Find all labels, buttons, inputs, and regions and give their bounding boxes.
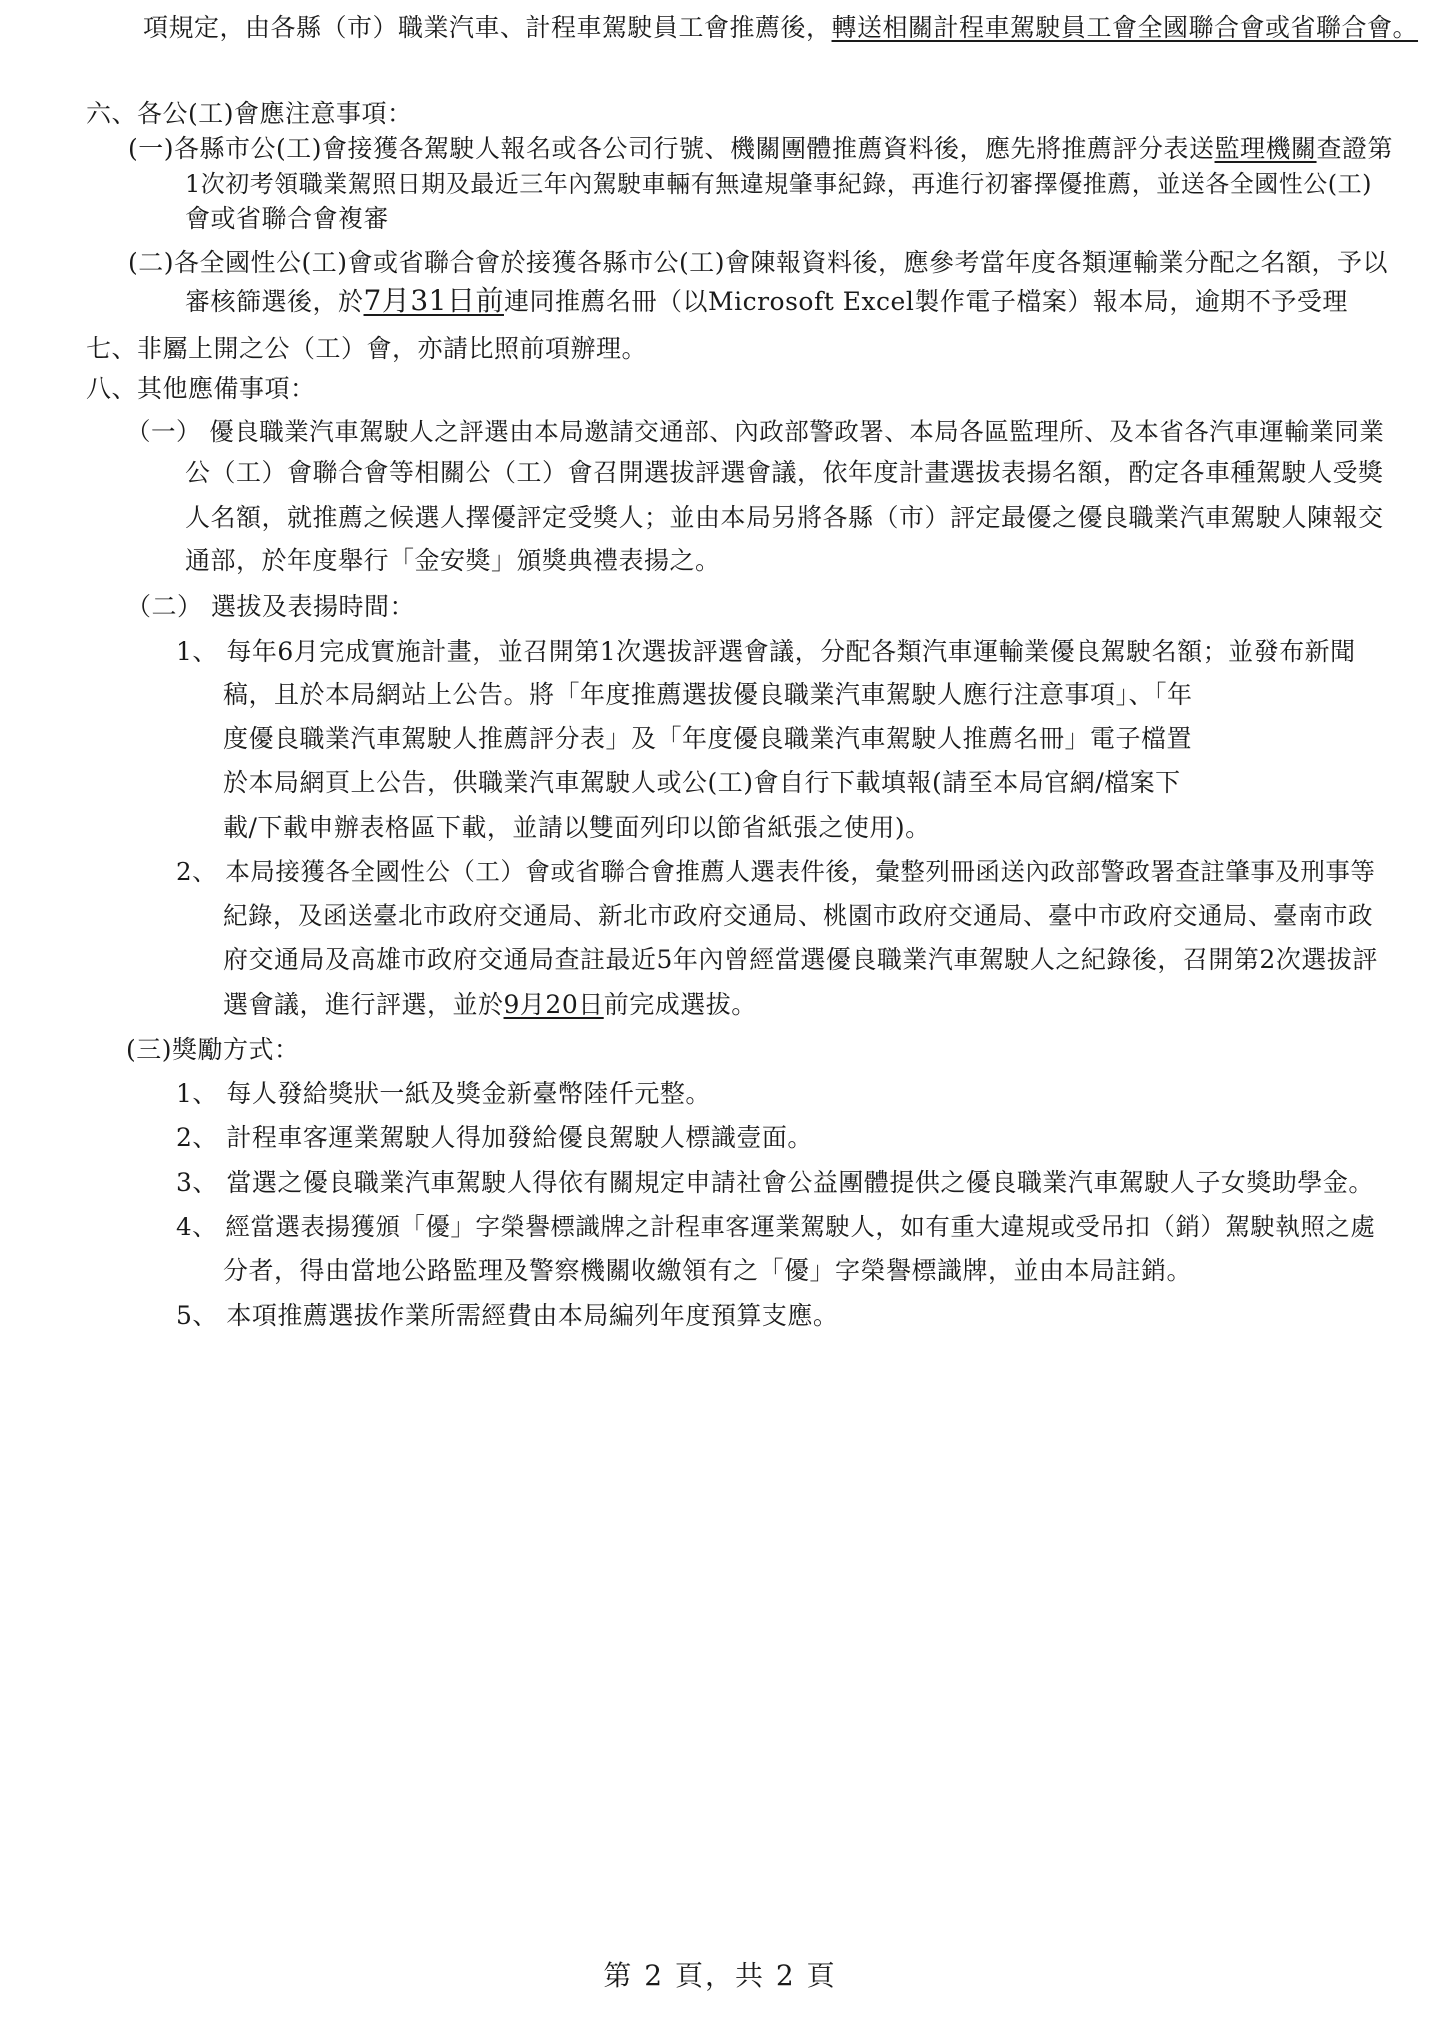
text-line: 2、 本局接獲各全國性公（工）會或省聯合會推薦人選表件後，彙整列冊函送內政部警政署查註肇事及刑事等 <box>176 857 1376 886</box>
underlined-text: 轉送相關計程車駕駛員工會全國聯合會或省聯合會。 <box>831 13 1419 42</box>
text-line: 通部，於年度舉行「金安獎」頒獎典禮表揚之。 <box>185 546 721 575</box>
text-line: 於本局網頁上公告，供職業汽車駕駛人或公(工)會自行下載填報(請至本局官網/檔案下 <box>223 768 1181 797</box>
text-segment: 查證第 <box>1316 134 1394 163</box>
text-line: 4、 經當選表揚獲頒「優」字榮譽標識牌之計程車客運業駕駛人，如有重大違規或受吊扣（銷）駕駛執照之處 <box>176 1212 1376 1241</box>
text-line: 1、 每年6月完成實施計畫，並召開第1次選拔評選會議，分配各類汽車運輸業優良駕駛名額；並發布新聞 <box>176 637 1356 666</box>
subsection-heading: (三)獎勵方式： <box>126 1035 300 1064</box>
section-heading: 七、非屬上開之公（工）會，亦請比照前項辦理。 <box>86 334 648 363</box>
subsection-heading: （二） 選拔及表揚時間： <box>126 592 415 621</box>
text-line <box>143 10 1419 46</box>
text-line: 載/下載申辦表格區下載，並請以雙面列印以節省紙張之使用)。 <box>223 813 931 842</box>
text-line: 紀錄，及函送臺北市政府交通局、新北市政府交通局、桃園市政府交通局、臺中市政府交通局、臺南市政 <box>223 901 1373 930</box>
deadline-text: 9月20日 <box>503 990 604 1019</box>
text-segment: 連同推薦名冊（以Microsoft Excel製作電子檔案）報本局，逾期不予受理 <box>503 287 1348 316</box>
text-segment: (一)各縣市公(工)會接獲各駕駛人報名或各公司行號、機關團體推薦資料後，應先將推薦評分表送 <box>128 134 1215 163</box>
text-line <box>128 131 1394 167</box>
text-line: (二)各全國性公(工)會或省聯合會於接獲各縣市公(工)會陳報資料後，應參考當年度各類運輸業分配之名額，予以 <box>128 248 1389 277</box>
text-line: 會或省聯合會複審 <box>185 204 390 233</box>
text-line <box>223 987 757 1023</box>
text-line: 3、 當選之優良職業汽車駕駛人得依有關規定申請社會公益團體提供之優良職業汽車駕駛人子女獎助學金。 <box>176 1168 1374 1197</box>
text-line: 人名額，就推薦之候選人擇優評定受獎人；並由本局另將各縣（市）評定最優之優良職業汽車駕駛人陳報交 <box>185 503 1384 532</box>
text-line: 2、 計程車客運業駕駛人得加發給優良駕駛人標識壹面。 <box>176 1123 813 1152</box>
text-line: 府交通局及高雄市政府交通局查註最近5年內曾經當選優良職業汽車駕駛人之紀錄後，召開第2次選拔評 <box>223 945 1378 974</box>
text-line: 公（工）會聯合會等相關公（工）會召開選拔評選會議，依年度計畫選拔表揚名額，酌定各車種駕駛人受獎 <box>185 458 1384 487</box>
text-segment: 審核篩選後，於 <box>185 287 364 316</box>
text-segment: 選會議，進行評選，並於 <box>223 990 504 1019</box>
deadline-text: 7月31日前 <box>363 284 504 317</box>
text-line: 分者，得由當地公路監理及警察機關收繳領有之「優」字榮譽標識牌，並由本局註銷。 <box>223 1256 1193 1285</box>
underlined-text: 監理機關 <box>1214 134 1317 163</box>
text-line: 稿，且於本局網站上公告。將「年度推薦選拔優良職業汽車駕駛人應行注意事項」、「年 <box>223 680 1193 709</box>
text-line: 1次初考領職業駕照日期及最近三年內駕駛車輛有無違規肇事紀錄，再進行初審擇優推薦，並送各全國性公(工) <box>185 170 1372 198</box>
text-line: 1、 每人發給獎狀一紙及獎金新臺幣陸仟元整。 <box>176 1079 711 1108</box>
text-line: （一） 優良職業汽車駕駛人之評選由本局邀請交通部、內政部警政署、本局各區監理所、及本省各汽車運輸業同業 <box>126 417 1385 446</box>
page-number: 第 2 頁，共 2 頁 <box>603 1959 837 1992</box>
section-heading: 六、各公(工)會應注意事項： <box>86 99 413 128</box>
text-line: 5、 本項推薦選拔作業所需經費由本局編列年度預算支應。 <box>176 1301 839 1330</box>
text-line <box>185 283 1348 320</box>
section-heading: 八、其他應備事項： <box>86 374 316 403</box>
text-segment: 前完成選拔。 <box>603 990 757 1019</box>
text-segment: 項規定，由各縣（市）職業汽車、計程車駕駛員工會推薦後， <box>143 13 832 42</box>
text-line: 度優良職業汽車駕駛人推薦評分表」及「年度優良職業汽車駕駛人推薦名冊」電子檔置 <box>223 724 1193 753</box>
